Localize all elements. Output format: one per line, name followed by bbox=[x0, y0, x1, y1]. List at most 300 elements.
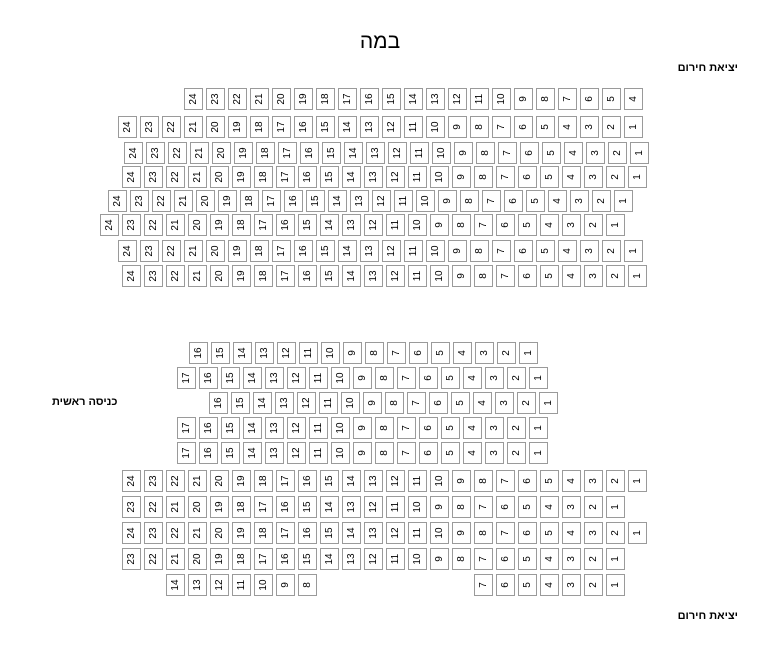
seat[interactable] bbox=[441, 367, 460, 389]
seat[interactable] bbox=[529, 417, 548, 439]
seat[interactable] bbox=[298, 214, 317, 236]
seat[interactable] bbox=[166, 548, 185, 570]
seat[interactable] bbox=[602, 88, 621, 110]
seat[interactable] bbox=[474, 496, 493, 518]
seat[interactable] bbox=[322, 142, 341, 164]
seat[interactable] bbox=[210, 548, 229, 570]
seat[interactable] bbox=[602, 240, 621, 262]
seat[interactable] bbox=[441, 417, 460, 439]
seat[interactable] bbox=[562, 548, 581, 570]
seat[interactable] bbox=[518, 166, 537, 188]
seat[interactable] bbox=[454, 142, 473, 164]
seat[interactable] bbox=[210, 166, 229, 188]
seat[interactable] bbox=[221, 417, 240, 439]
seat[interactable] bbox=[341, 392, 360, 414]
seat[interactable] bbox=[184, 116, 203, 138]
seat[interactable] bbox=[254, 548, 273, 570]
seat[interactable] bbox=[452, 214, 471, 236]
seat[interactable] bbox=[438, 190, 457, 212]
seat[interactable] bbox=[452, 522, 471, 544]
seat[interactable] bbox=[177, 442, 196, 464]
seat[interactable] bbox=[388, 142, 407, 164]
seat[interactable] bbox=[240, 190, 259, 212]
seat[interactable] bbox=[233, 342, 252, 364]
seat[interactable] bbox=[564, 142, 583, 164]
seat[interactable] bbox=[166, 470, 185, 492]
seat[interactable] bbox=[243, 417, 262, 439]
seat[interactable] bbox=[385, 392, 404, 414]
seat[interactable] bbox=[485, 417, 504, 439]
seat[interactable] bbox=[497, 342, 516, 364]
seat[interactable] bbox=[210, 496, 229, 518]
seat[interactable] bbox=[206, 88, 225, 110]
seat[interactable] bbox=[254, 214, 273, 236]
seat[interactable] bbox=[448, 88, 467, 110]
seat[interactable] bbox=[188, 166, 207, 188]
seat[interactable] bbox=[408, 548, 427, 570]
seat[interactable] bbox=[320, 496, 339, 518]
seat[interactable] bbox=[255, 342, 274, 364]
seat[interactable] bbox=[407, 392, 426, 414]
seat[interactable] bbox=[277, 342, 296, 364]
seat[interactable] bbox=[122, 548, 141, 570]
seat[interactable] bbox=[122, 265, 141, 287]
seat[interactable] bbox=[360, 88, 379, 110]
seat[interactable] bbox=[162, 116, 181, 138]
seat[interactable] bbox=[496, 265, 515, 287]
seat[interactable] bbox=[372, 190, 391, 212]
seat[interactable] bbox=[451, 392, 470, 414]
seat[interactable] bbox=[206, 240, 225, 262]
seat[interactable] bbox=[408, 214, 427, 236]
seat[interactable] bbox=[166, 574, 185, 596]
seat[interactable] bbox=[177, 367, 196, 389]
seat[interactable] bbox=[382, 240, 401, 262]
seat[interactable] bbox=[430, 522, 449, 544]
seat[interactable] bbox=[606, 470, 625, 492]
seat[interactable] bbox=[276, 265, 295, 287]
seat[interactable] bbox=[482, 190, 501, 212]
seat[interactable] bbox=[580, 116, 599, 138]
seat[interactable] bbox=[460, 190, 479, 212]
seat[interactable] bbox=[300, 142, 319, 164]
seat[interactable] bbox=[100, 214, 119, 236]
seat[interactable] bbox=[287, 442, 306, 464]
seat[interactable] bbox=[218, 190, 237, 212]
seat[interactable] bbox=[287, 367, 306, 389]
seat[interactable] bbox=[320, 265, 339, 287]
seat[interactable] bbox=[144, 470, 163, 492]
seat[interactable] bbox=[272, 240, 291, 262]
seat[interactable] bbox=[496, 470, 515, 492]
seat[interactable] bbox=[498, 142, 517, 164]
seat[interactable] bbox=[485, 442, 504, 464]
seat[interactable] bbox=[108, 190, 127, 212]
seat[interactable] bbox=[452, 265, 471, 287]
seat[interactable] bbox=[386, 470, 405, 492]
seat[interactable] bbox=[558, 116, 577, 138]
seat[interactable] bbox=[606, 522, 625, 544]
seat[interactable] bbox=[298, 522, 317, 544]
seat[interactable] bbox=[144, 214, 163, 236]
seat[interactable] bbox=[331, 367, 350, 389]
seat[interactable] bbox=[122, 166, 141, 188]
seat[interactable] bbox=[562, 470, 581, 492]
seat[interactable] bbox=[254, 166, 273, 188]
seat[interactable] bbox=[287, 417, 306, 439]
seat[interactable] bbox=[562, 496, 581, 518]
seat[interactable] bbox=[253, 392, 272, 414]
seat[interactable] bbox=[294, 116, 313, 138]
seat[interactable] bbox=[584, 265, 603, 287]
seat[interactable] bbox=[276, 574, 295, 596]
seat[interactable] bbox=[452, 470, 471, 492]
seat[interactable] bbox=[342, 522, 361, 544]
seat[interactable] bbox=[232, 214, 251, 236]
seat[interactable] bbox=[221, 367, 240, 389]
seat[interactable] bbox=[397, 367, 416, 389]
seat[interactable] bbox=[228, 116, 247, 138]
seat[interactable] bbox=[364, 265, 383, 287]
seat[interactable] bbox=[320, 470, 339, 492]
seat[interactable] bbox=[404, 240, 423, 262]
seat[interactable] bbox=[474, 522, 493, 544]
seat[interactable] bbox=[364, 522, 383, 544]
seat[interactable] bbox=[234, 142, 253, 164]
seat[interactable] bbox=[243, 442, 262, 464]
seat[interactable] bbox=[144, 265, 163, 287]
seat[interactable] bbox=[265, 367, 284, 389]
seat[interactable] bbox=[294, 240, 313, 262]
seat[interactable] bbox=[496, 214, 515, 236]
seat[interactable] bbox=[562, 574, 581, 596]
seat[interactable] bbox=[321, 342, 340, 364]
seat[interactable] bbox=[276, 166, 295, 188]
seat[interactable] bbox=[441, 442, 460, 464]
seat[interactable] bbox=[122, 470, 141, 492]
seat[interactable] bbox=[331, 417, 350, 439]
seat[interactable] bbox=[232, 574, 251, 596]
seat[interactable] bbox=[548, 190, 567, 212]
seat[interactable] bbox=[397, 417, 416, 439]
seat[interactable] bbox=[614, 190, 633, 212]
seat[interactable] bbox=[476, 142, 495, 164]
seat[interactable] bbox=[206, 116, 225, 138]
seat[interactable] bbox=[518, 522, 537, 544]
seat[interactable] bbox=[276, 496, 295, 518]
seat[interactable] bbox=[492, 88, 511, 110]
seat[interactable] bbox=[386, 496, 405, 518]
seat[interactable] bbox=[586, 142, 605, 164]
seat[interactable] bbox=[584, 522, 603, 544]
seat[interactable] bbox=[474, 548, 493, 570]
seat[interactable] bbox=[504, 190, 523, 212]
seat[interactable] bbox=[364, 496, 383, 518]
seat[interactable] bbox=[243, 367, 262, 389]
seat[interactable] bbox=[485, 367, 504, 389]
seat[interactable] bbox=[199, 417, 218, 439]
seat[interactable] bbox=[299, 342, 318, 364]
seat[interactable] bbox=[426, 116, 445, 138]
seat[interactable] bbox=[496, 574, 515, 596]
seat[interactable] bbox=[232, 166, 251, 188]
seat[interactable] bbox=[342, 496, 361, 518]
seat[interactable] bbox=[496, 166, 515, 188]
seat[interactable] bbox=[470, 240, 489, 262]
seat[interactable] bbox=[540, 166, 559, 188]
seat[interactable] bbox=[624, 116, 643, 138]
seat[interactable] bbox=[606, 166, 625, 188]
seat[interactable] bbox=[360, 240, 379, 262]
seat[interactable] bbox=[140, 116, 159, 138]
seat[interactable] bbox=[298, 265, 317, 287]
seat[interactable] bbox=[275, 392, 294, 414]
seat[interactable] bbox=[298, 470, 317, 492]
seat[interactable] bbox=[408, 470, 427, 492]
seat[interactable] bbox=[342, 265, 361, 287]
seat[interactable] bbox=[408, 496, 427, 518]
seat[interactable] bbox=[284, 190, 303, 212]
seat[interactable] bbox=[394, 190, 413, 212]
seat[interactable] bbox=[188, 548, 207, 570]
seat[interactable] bbox=[474, 470, 493, 492]
seat[interactable] bbox=[474, 574, 493, 596]
seat[interactable] bbox=[519, 342, 538, 364]
seat[interactable] bbox=[628, 470, 647, 492]
seat[interactable] bbox=[452, 496, 471, 518]
seat[interactable] bbox=[232, 548, 251, 570]
seat[interactable] bbox=[188, 522, 207, 544]
seat[interactable] bbox=[507, 367, 526, 389]
seat[interactable] bbox=[426, 240, 445, 262]
seat[interactable] bbox=[189, 342, 208, 364]
seat[interactable] bbox=[628, 166, 647, 188]
seat[interactable] bbox=[232, 470, 251, 492]
seat[interactable] bbox=[558, 88, 577, 110]
seat[interactable] bbox=[276, 548, 295, 570]
seat[interactable] bbox=[386, 166, 405, 188]
seat[interactable] bbox=[338, 116, 357, 138]
seat[interactable] bbox=[118, 116, 137, 138]
seat[interactable] bbox=[231, 392, 250, 414]
seat[interactable] bbox=[375, 417, 394, 439]
seat[interactable] bbox=[429, 392, 448, 414]
seat[interactable] bbox=[254, 574, 273, 596]
seat[interactable] bbox=[562, 265, 581, 287]
seat[interactable] bbox=[188, 574, 207, 596]
seat[interactable] bbox=[416, 190, 435, 212]
seat[interactable] bbox=[562, 522, 581, 544]
seat[interactable] bbox=[338, 88, 357, 110]
seat[interactable] bbox=[342, 166, 361, 188]
seat[interactable] bbox=[496, 548, 515, 570]
seat[interactable] bbox=[250, 88, 269, 110]
seat[interactable] bbox=[518, 574, 537, 596]
seat[interactable] bbox=[463, 367, 482, 389]
seat[interactable] bbox=[448, 240, 467, 262]
seat[interactable] bbox=[210, 470, 229, 492]
seat[interactable] bbox=[386, 548, 405, 570]
seat[interactable] bbox=[364, 166, 383, 188]
seat[interactable] bbox=[529, 367, 548, 389]
seat[interactable] bbox=[272, 116, 291, 138]
seat[interactable] bbox=[364, 214, 383, 236]
seat[interactable] bbox=[320, 214, 339, 236]
seat[interactable] bbox=[331, 442, 350, 464]
seat[interactable] bbox=[250, 240, 269, 262]
seat[interactable] bbox=[210, 214, 229, 236]
seat[interactable] bbox=[174, 190, 193, 212]
seat[interactable] bbox=[404, 88, 423, 110]
seat[interactable] bbox=[584, 574, 603, 596]
seat[interactable] bbox=[254, 522, 273, 544]
seat[interactable] bbox=[496, 522, 515, 544]
seat[interactable] bbox=[256, 142, 275, 164]
seat[interactable] bbox=[562, 166, 581, 188]
seat[interactable] bbox=[211, 342, 230, 364]
seat[interactable] bbox=[606, 214, 625, 236]
seat[interactable] bbox=[144, 496, 163, 518]
seat[interactable] bbox=[276, 522, 295, 544]
seat[interactable] bbox=[507, 442, 526, 464]
seat[interactable] bbox=[140, 240, 159, 262]
seat[interactable] bbox=[320, 522, 339, 544]
seat[interactable] bbox=[540, 574, 559, 596]
seat[interactable] bbox=[130, 190, 149, 212]
seat[interactable] bbox=[309, 442, 328, 464]
seat[interactable] bbox=[365, 342, 384, 364]
seat[interactable] bbox=[517, 392, 536, 414]
seat[interactable] bbox=[122, 522, 141, 544]
seat[interactable] bbox=[343, 342, 362, 364]
seat[interactable] bbox=[364, 470, 383, 492]
seat[interactable] bbox=[562, 214, 581, 236]
seat[interactable] bbox=[316, 240, 335, 262]
seat[interactable] bbox=[254, 470, 273, 492]
seat[interactable] bbox=[426, 88, 445, 110]
seat[interactable] bbox=[319, 392, 338, 414]
seat[interactable] bbox=[507, 417, 526, 439]
seat[interactable] bbox=[495, 392, 514, 414]
seat[interactable] bbox=[118, 240, 137, 262]
seat[interactable] bbox=[122, 214, 141, 236]
seat[interactable] bbox=[404, 116, 423, 138]
seat[interactable] bbox=[473, 392, 492, 414]
seat[interactable] bbox=[514, 116, 533, 138]
seat[interactable] bbox=[254, 265, 273, 287]
seat[interactable] bbox=[584, 548, 603, 570]
seat[interactable] bbox=[338, 240, 357, 262]
seat[interactable] bbox=[431, 342, 450, 364]
seat[interactable] bbox=[540, 470, 559, 492]
seat[interactable] bbox=[386, 214, 405, 236]
seat[interactable] bbox=[419, 367, 438, 389]
seat[interactable] bbox=[540, 548, 559, 570]
seat[interactable] bbox=[232, 265, 251, 287]
seat[interactable] bbox=[492, 240, 511, 262]
seat[interactable] bbox=[386, 522, 405, 544]
seat[interactable] bbox=[232, 496, 251, 518]
seat[interactable] bbox=[463, 417, 482, 439]
seat[interactable] bbox=[342, 470, 361, 492]
seat[interactable] bbox=[124, 142, 143, 164]
seat[interactable] bbox=[166, 496, 185, 518]
seat[interactable] bbox=[162, 240, 181, 262]
seat[interactable] bbox=[540, 496, 559, 518]
seat[interactable] bbox=[382, 116, 401, 138]
seat[interactable] bbox=[386, 265, 405, 287]
seat[interactable] bbox=[475, 342, 494, 364]
seat[interactable] bbox=[496, 496, 515, 518]
seat[interactable] bbox=[474, 214, 493, 236]
seat[interactable] bbox=[353, 442, 372, 464]
seat[interactable] bbox=[606, 574, 625, 596]
seat[interactable] bbox=[306, 190, 325, 212]
seat[interactable] bbox=[518, 496, 537, 518]
seat[interactable] bbox=[199, 367, 218, 389]
seat[interactable] bbox=[430, 214, 449, 236]
seat[interactable] bbox=[320, 166, 339, 188]
seat[interactable] bbox=[188, 214, 207, 236]
seat[interactable] bbox=[188, 265, 207, 287]
seat[interactable] bbox=[584, 470, 603, 492]
seat[interactable] bbox=[166, 265, 185, 287]
seat[interactable] bbox=[518, 265, 537, 287]
seat[interactable] bbox=[309, 417, 328, 439]
seat[interactable] bbox=[188, 496, 207, 518]
seat[interactable] bbox=[514, 88, 533, 110]
seat[interactable] bbox=[540, 214, 559, 236]
seat[interactable] bbox=[570, 190, 589, 212]
seat[interactable] bbox=[453, 342, 472, 364]
seat[interactable] bbox=[196, 190, 215, 212]
seat[interactable] bbox=[584, 214, 603, 236]
seat[interactable] bbox=[474, 265, 493, 287]
seat[interactable] bbox=[209, 392, 228, 414]
seat[interactable] bbox=[448, 116, 467, 138]
seat[interactable] bbox=[606, 496, 625, 518]
seat[interactable] bbox=[542, 142, 561, 164]
seat[interactable] bbox=[146, 142, 165, 164]
seat[interactable] bbox=[316, 116, 335, 138]
seat[interactable] bbox=[630, 142, 649, 164]
seat[interactable] bbox=[184, 88, 203, 110]
seat[interactable] bbox=[419, 442, 438, 464]
seat[interactable] bbox=[375, 367, 394, 389]
seat[interactable] bbox=[387, 342, 406, 364]
seat[interactable] bbox=[470, 88, 489, 110]
seat[interactable] bbox=[624, 240, 643, 262]
seat[interactable] bbox=[272, 88, 291, 110]
seat[interactable] bbox=[520, 142, 539, 164]
seat[interactable] bbox=[408, 166, 427, 188]
seat[interactable] bbox=[221, 442, 240, 464]
seat[interactable] bbox=[536, 116, 555, 138]
seat[interactable] bbox=[580, 88, 599, 110]
seat[interactable] bbox=[514, 240, 533, 262]
seat[interactable] bbox=[250, 116, 269, 138]
seat[interactable] bbox=[463, 442, 482, 464]
seat[interactable] bbox=[608, 142, 627, 164]
seat[interactable] bbox=[518, 470, 537, 492]
seat[interactable] bbox=[410, 142, 429, 164]
seat[interactable] bbox=[430, 166, 449, 188]
seat[interactable] bbox=[366, 142, 385, 164]
seat[interactable] bbox=[419, 417, 438, 439]
seat[interactable] bbox=[452, 548, 471, 570]
seat[interactable] bbox=[628, 265, 647, 287]
seat[interactable] bbox=[298, 574, 317, 596]
